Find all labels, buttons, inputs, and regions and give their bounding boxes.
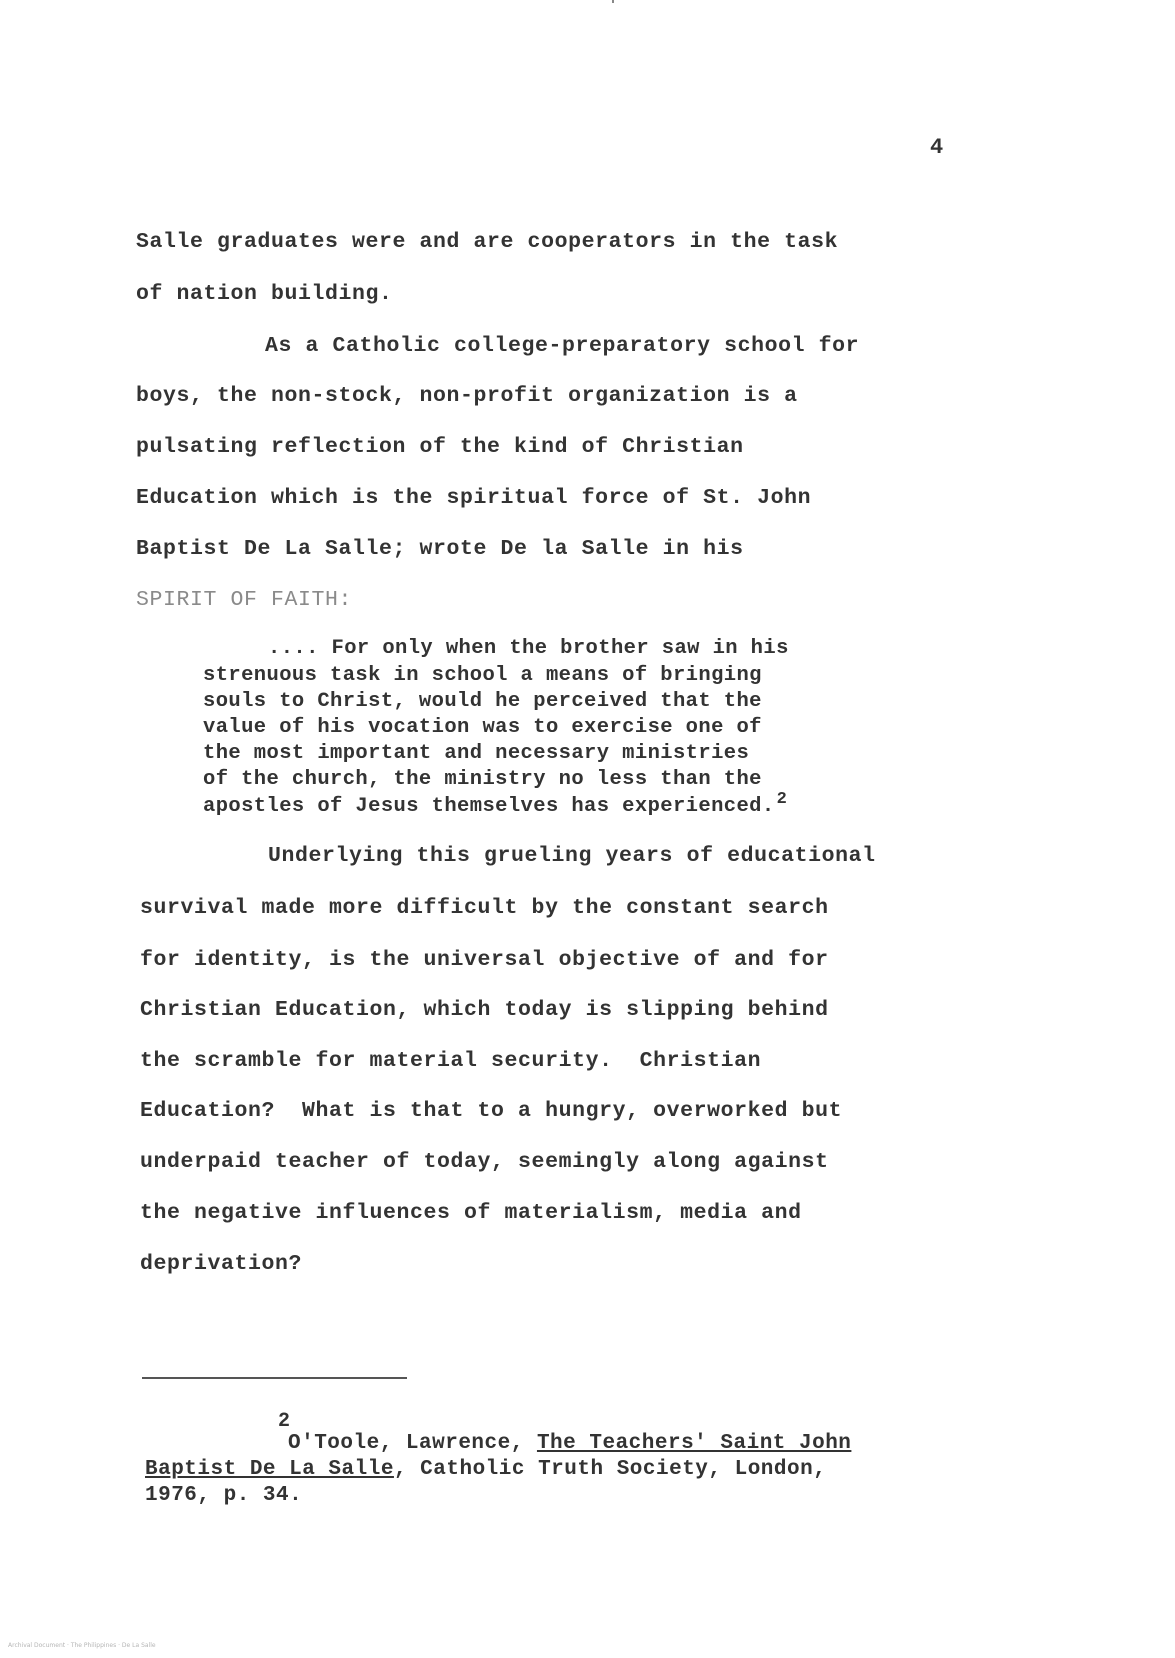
quote-line-5: the most important and necessary ministries [203, 742, 750, 765]
paragraph-1-line-2: of nation building. [136, 282, 393, 306]
quote-line-1: .... For only when the brother saw in his [268, 637, 789, 660]
quote-line-3: souls to Christ, would he perceived that the [203, 690, 762, 713]
footnote-author: O'Toole, Lawrence, [288, 1432, 537, 1455]
footnote-marker: 2 [278, 1410, 291, 1433]
paragraph-3-line-6: Education? What is that to a hungry, overworked but [140, 1099, 843, 1123]
scan-mark [612, 0, 614, 3]
paragraph-2-line-3: pulsating reflection of the kind of Christian [136, 435, 744, 459]
footnote-title-part-1: The Teachers' Saint John [536, 1432, 852, 1455]
paragraph-2-line-1: As a Catholic college-preparatory school for [265, 334, 860, 358]
footnote-line-1 [288, 1433, 851, 1454]
paragraph-3-line-9: deprivation? [140, 1252, 303, 1276]
quote-line-6: of the church, the ministry no less than the [203, 768, 762, 791]
paragraph-2-line-2: boys, the non-stock, non-profit organization is a [136, 384, 798, 408]
paragraph-3-line-4: Christian Education, which today is slipping behind [140, 998, 829, 1022]
paragraph-2-line-5: Baptist De La Salle; wrote De la Salle in his [136, 537, 744, 561]
footnote-line-2 [145, 1459, 826, 1480]
quote-line-7-text: apostles of Jesus themselves has experienced. [203, 795, 775, 818]
paragraph-3-line-1: Underlying this grueling years of educational [268, 844, 876, 868]
paragraph-3-line-7: underpaid teacher of today, seemingly along against [140, 1150, 829, 1174]
footnote-publisher: , Catholic Truth Society, London, [393, 1458, 827, 1481]
page-number: 4 [930, 135, 944, 160]
paragraph-3-line-8: the negative influences of materialism, media and [140, 1201, 802, 1225]
paragraph-2-line-6: SPIRIT OF FAITH: [136, 588, 353, 612]
footnote-reference: 2 [776, 790, 788, 809]
footnote-line-3: 1976, p. 34. [145, 1484, 303, 1507]
footnote-divider [142, 1377, 407, 1379]
paragraph-1-line-1: Salle graduates were and are cooperators in the task [136, 230, 839, 254]
footnote-title-part-2: Baptist De La Salle [145, 1458, 394, 1481]
paragraph-3-line-2: survival made more difficult by the constant search [140, 896, 829, 920]
quote-line-2: strenuous task in school a means of bringing [203, 664, 762, 687]
paragraph-2-line-4: Education which is the spiritual force of St. John [136, 486, 812, 510]
scan-footer: Archival Document · The Philippines · De La Salle [8, 1642, 156, 1649]
quote-line-7 [203, 790, 788, 818]
paragraph-3-line-3: for identity, is the universal objective of and for [140, 948, 829, 972]
quote-line-4: value of his vocation was to exercise one of [203, 716, 762, 739]
paragraph-3-line-5: the scramble for material security. Christian [140, 1049, 762, 1073]
